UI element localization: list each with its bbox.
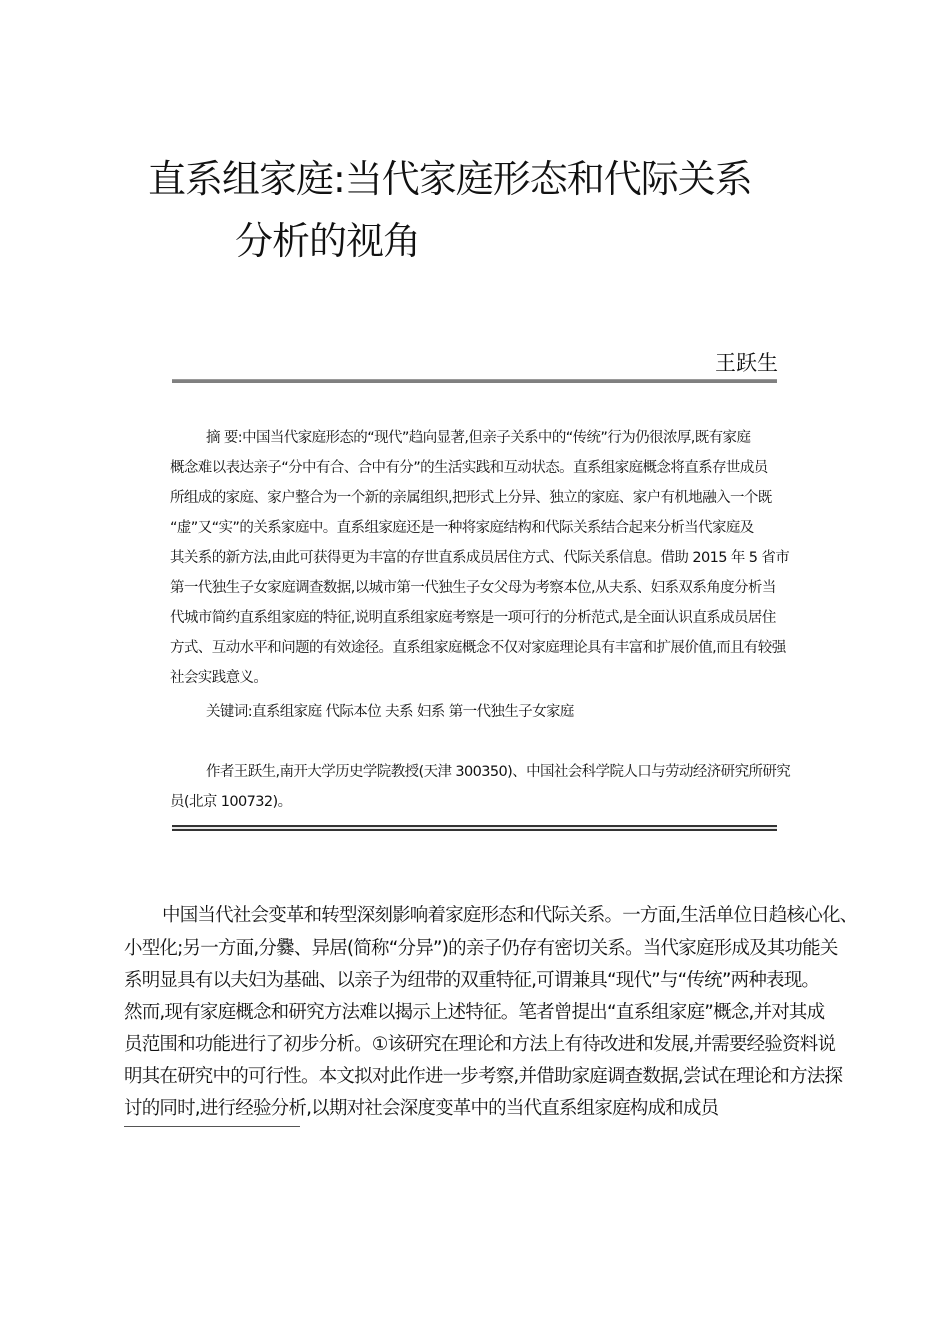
body-line: 系明显具有以夫妇为基础、以亲子为纽带的双重特征,可谓兼具“现代”与“传统”两种表现。: [124, 970, 820, 991]
keywords: 关键词:直系组家庭 代际本位 夫系 妇系 第一代独生子女家庭: [206, 704, 574, 720]
title-line-1: 直系组家庭:当代家庭形态和代际关系: [148, 157, 752, 201]
abstract-line: 其关系的新方法,由此可获得更为丰富的存世直系成员居住方式、代际关系信息。借助 2015 年 5 省市: [170, 550, 790, 566]
abstract-line: 社会实践意义。: [170, 670, 268, 686]
title-line-2: 分析的视角: [235, 219, 421, 263]
body-line: 然而,现有家庭概念和研究方法难以揭示上述特征。笔者曾提出“直系组家庭”概念,并对其成: [124, 1002, 825, 1023]
abstract-line: 第一代独生子女家庭调查数据,以城市第一代独生子女父母为考察本位,从夫系、妇系双系角度分析当: [170, 580, 776, 596]
abstract-line: 摘 要:中国当代家庭形态的“现代”趋向显著,但亲子关系中的“传统”行为仍很浓厚,既有家庭: [206, 430, 751, 446]
author-info-line: 作者王跃生,南开大学历史学院教授(天津 300350)、中国社会科学院人口与劳动经济研究所研究: [206, 764, 791, 780]
section-double-divider: [172, 825, 777, 831]
body-line: 员范围和功能进行了初步分析。①该研究在理论和方法上有待改进和发展,并需要经验资料说: [124, 1034, 836, 1055]
body-line: 小型化;另一方面,分爨、异居(简称“分异”)的亲子仍存有密切关系。当代家庭形成及其功能关: [124, 938, 838, 959]
abstract-line: 代城市简约直系组家庭的特征,说明直系组家庭考察是一项可行的分析范式,是全面认识直系成员居住: [170, 610, 776, 626]
abstract-line: 方式、互动水平和问题的有效途径。直系组家庭概念不仅对家庭理论具有丰富和扩展价值,而且有较强: [170, 640, 786, 656]
abstract-line: 所组成的家庭、家户整合为一个新的亲属组织,把形式上分异、独立的家庭、家户有机地融入一个既: [170, 490, 772, 506]
author-divider: [172, 379, 777, 383]
author-info-line: 员(北京 100732)。: [170, 794, 292, 810]
abstract-line: 概念难以表达亲子“分中有合、合中有分”的生活实践和互动状态。直系组家庭概念将直系存世成员: [170, 460, 768, 476]
footnote-divider: [124, 1126, 300, 1127]
author-name: 王跃生: [715, 351, 778, 375]
body-line: 明其在研究中的可行性。本文拟对此作进一步考察,并借助家庭调查数据,尝试在理论和方法探: [124, 1066, 843, 1087]
body-line: 讨的同时,进行经验分析,以期对社会深度变革中的当代直系组家庭构成和成员: [124, 1098, 719, 1119]
body-line: 中国当代社会变革和转型深刻影响着家庭形态和代际关系。一方面,生活单位日趋核心化、: [162, 905, 858, 926]
abstract-line: “虚”又“实”的关系家庭中。直系组家庭还是一种将家庭结构和代际关系结合起来分析当代家庭及: [170, 520, 754, 536]
